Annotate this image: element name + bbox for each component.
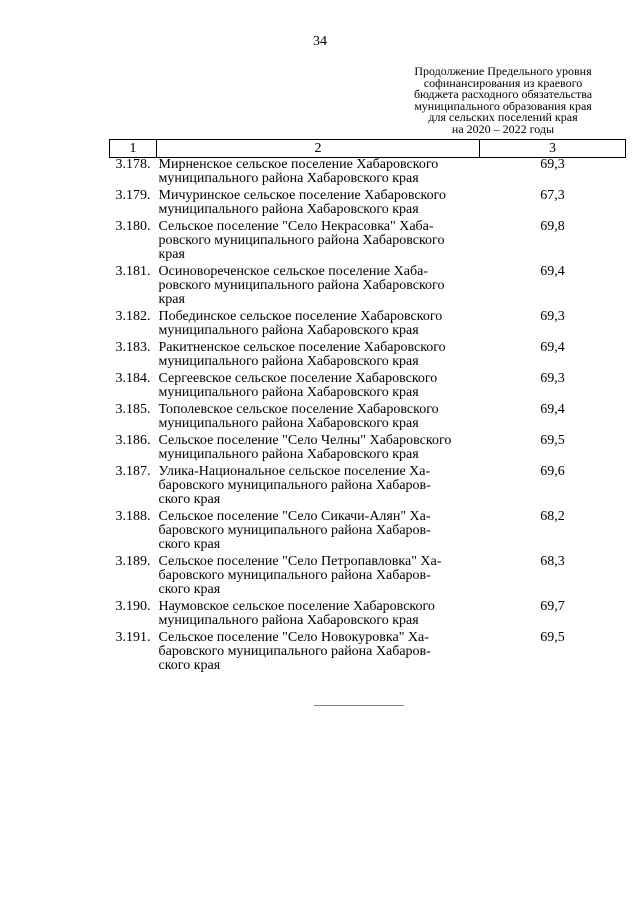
table-row: [110, 372, 626, 403]
table-row: [110, 265, 626, 310]
settlement-name-line: Улика-Национальное сельское поселение Ха-: [158, 464, 431, 479]
settlement-name-line: ровского муниципального района Хабаровского: [158, 278, 445, 293]
table-row: [110, 631, 626, 676]
settlement-name-line: муниципального района Хабаровского края: [158, 202, 419, 217]
settlement-name: [157, 555, 480, 600]
row-number: 3.182.: [115, 309, 151, 324]
row-number: 3.189.: [115, 554, 151, 569]
row-number: 3.188.: [115, 509, 151, 524]
settlement-name-line: баровского муниципального района Хабаров-: [158, 523, 431, 538]
cofinancing-level: 69,8: [540, 219, 565, 234]
cofinancing-level: 69,3: [540, 371, 565, 386]
settlement-name-line: Сельское поселение "Село Некрасовка" Хаба-: [158, 219, 434, 234]
table-row: [110, 555, 626, 600]
caption-line: Продолжение Предельного уровня: [414, 64, 592, 78]
settlement-name-line: Ракитненское сельское поселение Хабаровского: [158, 340, 446, 355]
settlement-name-line: баровского муниципального района Хабаров-: [158, 478, 431, 493]
cofinancing-level: 69,5: [540, 433, 565, 448]
settlement-name-line: Осиновореченское сельское поселение Хаба-: [158, 264, 428, 279]
cofinancing-level: 69,4: [540, 340, 565, 355]
row-number: 3.187.: [115, 464, 151, 479]
caption-line: бюджета расходного обязательства: [413, 87, 593, 101]
caption-line: на 2020 – 2022 годы: [451, 121, 555, 136]
settlement-name-line: ского края: [158, 537, 221, 552]
row-number: 3.186.: [115, 433, 151, 448]
settlement-name-line: муниципального района Хабаровского края: [158, 447, 419, 462]
settlement-name-line: ровского муниципального района Хабаровского: [158, 233, 445, 248]
row-number: 3.178.: [115, 157, 151, 172]
row-number: 3.190.: [115, 599, 151, 614]
settlement-name: [157, 631, 480, 676]
cofinancing-level: 67,3: [540, 188, 565, 203]
row-number: 3.180.: [115, 219, 151, 234]
end-divider: [314, 705, 404, 706]
settlement-name-line: Сельское поселение "Село Сикачи-Алян" Ха-: [158, 509, 431, 524]
settlement-name-line: ского края: [158, 492, 221, 507]
settlement-name-line: баровского муниципального района Хабаров-: [158, 568, 431, 583]
settlement-name-line: Сергеевское сельское поселение Хабаровского: [158, 371, 438, 386]
row-number: 3.185.: [115, 402, 151, 417]
settlement-name-line: муниципального района Хабаровского края: [158, 613, 419, 628]
cofinancing-level: 69,6: [540, 464, 565, 479]
column-header-value: 3: [480, 140, 626, 158]
settlement-name-line: Мирненское сельское поселение Хабаровского: [158, 157, 439, 172]
row-number: 3.179.: [115, 188, 151, 203]
table-row: [110, 341, 626, 372]
table-row: [110, 600, 626, 631]
settlement-name-line: муниципального района Хабаровского края: [158, 385, 419, 400]
header-row: [110, 140, 626, 158]
settlement-name-line: Тополевское сельское поселение Хабаровского: [158, 402, 439, 417]
settlement-name: [157, 158, 480, 190]
table-body: [110, 158, 626, 677]
cofinancing-level: 69,5: [540, 630, 565, 645]
table-row: [110, 465, 626, 510]
cofinancing-level: 69,4: [540, 402, 565, 417]
row-number: 3.191.: [115, 630, 151, 645]
settlement-name-line: муниципального района Хабаровского края: [158, 416, 419, 431]
settlement-name-line: Побединское сельское поселение Хабаровского: [158, 309, 443, 324]
settlement-name-line: муниципального района Хабаровского края: [158, 354, 419, 369]
settlement-name: [157, 341, 480, 372]
table-row: [110, 310, 626, 341]
data-table: [109, 139, 626, 676]
settlement-name-line: муниципального района Хабаровского края: [158, 323, 419, 338]
table-caption: [392, 66, 614, 135]
settlement-name-line: ского края: [158, 658, 221, 673]
settlement-name: [157, 372, 480, 403]
settlement-name-line: края: [158, 292, 185, 307]
settlement-name: [157, 220, 480, 265]
row-number: 3.181.: [115, 264, 151, 279]
settlement-name-line: ского края: [158, 582, 221, 597]
table-row: [110, 510, 626, 555]
settlement-name-line: Наумовское сельское поселение Хабаровского: [158, 599, 435, 614]
cofinancing-level: 69,7: [540, 599, 565, 614]
row-number: 3.183.: [115, 340, 151, 355]
column-header-number: 1: [110, 140, 157, 158]
column-header-name: 2: [157, 140, 480, 158]
caption-line: муниципального образования края: [414, 98, 592, 113]
cofinancing-level: 68,2: [540, 509, 565, 524]
settlement-name: [157, 465, 480, 510]
table-row: [110, 434, 626, 465]
settlement-name: [157, 310, 480, 341]
caption-line: софинансирования из краевого: [423, 75, 583, 90]
table-row: [110, 220, 626, 265]
settlement-name: [157, 600, 480, 631]
row-number: 3.184.: [115, 371, 151, 386]
cofinancing-level: 69,3: [540, 309, 565, 324]
table-row: [110, 158, 626, 190]
page-number: 34: [313, 34, 327, 49]
cofinancing-level: 68,3: [540, 554, 565, 569]
settlement-name-line: Сельское поселение "Село Челны" Хабаровского: [158, 433, 452, 448]
settlement-name-line: Мичуринское сельское поселение Хабаровского: [158, 188, 447, 203]
table-row: [110, 403, 626, 434]
settlement-name-line: Сельское поселение "Село Петропавловка" Ха-: [158, 554, 442, 569]
settlement-name-line: края: [158, 247, 185, 262]
table-row: [110, 189, 626, 220]
cofinancing-level: 69,4: [540, 264, 565, 279]
settlement-name-line: муниципального района Хабаровского края: [158, 171, 419, 186]
settlement-name: [157, 434, 480, 465]
settlement-name: [157, 510, 480, 555]
settlement-name: [157, 403, 480, 434]
settlement-name: [157, 265, 480, 310]
cofinancing-level: 69,3: [540, 157, 565, 172]
settlement-name: [157, 189, 480, 220]
caption-line: для сельских поселений края: [428, 110, 578, 124]
settlement-name-line: баровского муниципального района Хабаров-: [158, 644, 431, 659]
settlement-name-line: Сельское поселение "Село Новокуровка" Ха-: [158, 630, 429, 645]
